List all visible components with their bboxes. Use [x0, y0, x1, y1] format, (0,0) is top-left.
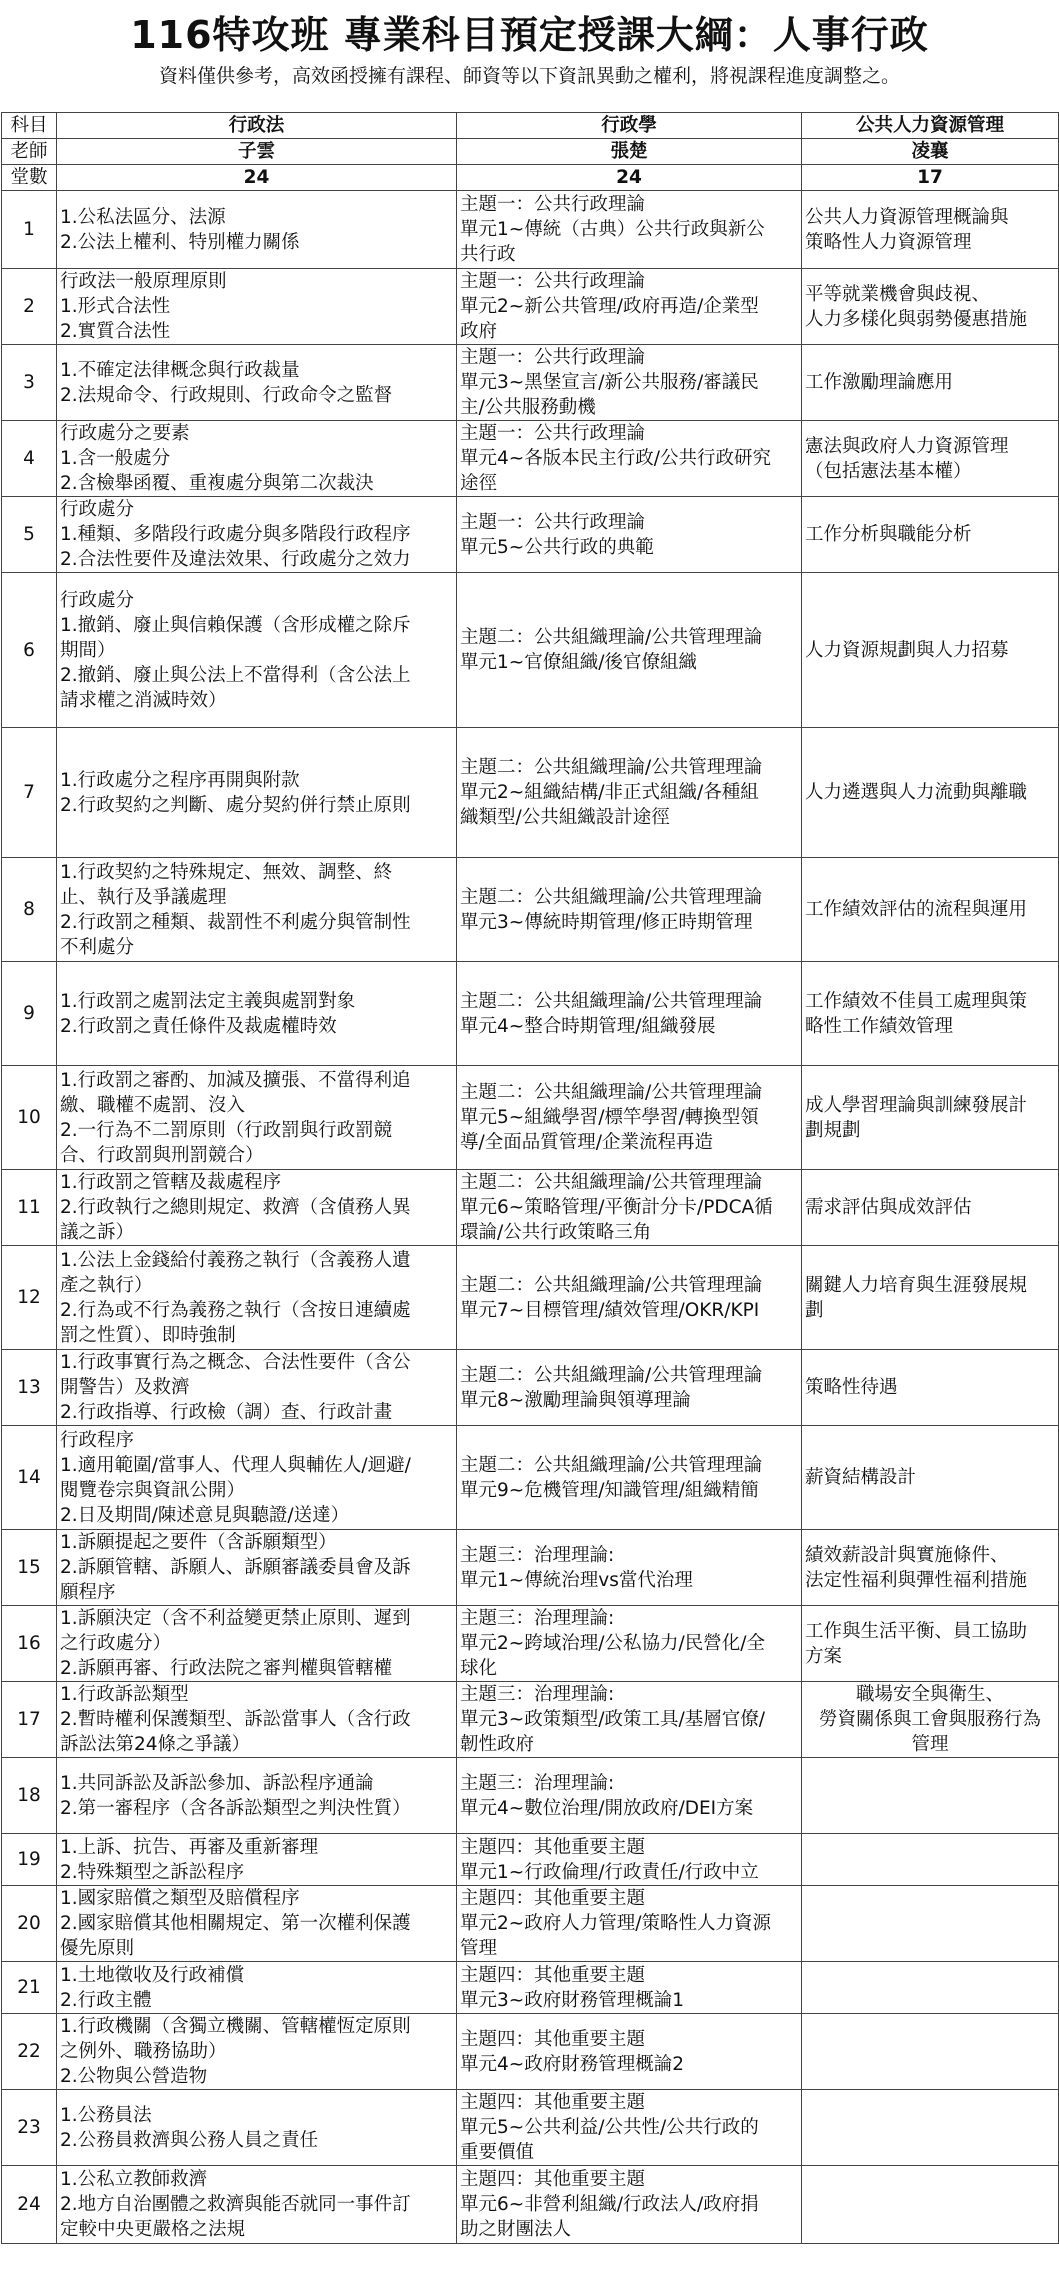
topic-line: 人力資源規劃與人力招募: [805, 639, 1009, 661]
hr-management-topic: [802, 269, 1059, 345]
topic-line: 2.含檢舉函覆、重複處分與第二次裁決: [60, 473, 374, 494]
topic-line: 單元5~組織學習/標竿學習/轉換型領: [460, 1107, 759, 1128]
public-admin-topic: [457, 1834, 802, 1886]
public-admin-topic: [457, 1350, 802, 1426]
topic-line: 需求評估與成效評估: [805, 1197, 972, 1218]
topic-line: 單元6~非營利組織/行政法人/政府捐: [460, 2194, 759, 2215]
topic-line: 工作分析與職能分析: [805, 524, 972, 545]
topic-line: 主題四：其他重要主題: [460, 1836, 646, 1858]
topic-line: 之行政處分）: [60, 1633, 172, 1654]
topic-line: 2.公物與公營造物: [60, 2066, 208, 2087]
topic-line: 訴訟法第24條之爭議）: [60, 1734, 251, 1755]
admin-law-topic: [57, 1606, 457, 1682]
session-number: 23: [2, 2090, 57, 2166]
admin-law-topic: [57, 269, 457, 345]
topic-line: 方案: [805, 1645, 843, 1667]
subject-public-administration: 行政學: [457, 113, 802, 139]
sessions-row: [2, 165, 1059, 191]
topic-line: 主題三：治理理論:: [460, 1608, 615, 1629]
topic-line: 單元4~整合時期管理/組織發展: [460, 1015, 716, 1037]
subject-label: 科目: [2, 113, 57, 139]
topic-line: 主題一：公共行政理論: [460, 347, 646, 368]
public-admin-topic: [457, 2014, 802, 2090]
page-header: [0, 0, 1059, 112]
topic-line: 期間）: [60, 639, 116, 661]
topic-line: 2.訴願再審、行政法院之審判權與管轄權: [60, 1658, 393, 1679]
public-admin-topic: [457, 269, 802, 345]
syllabus-row: [2, 1834, 1059, 1886]
topic-line: 1.公私立教師救濟: [60, 2169, 208, 2190]
session-number: 19: [2, 1834, 57, 1886]
syllabus-row: [2, 1606, 1059, 1682]
hr-management-topic: [802, 2014, 1059, 2090]
topic-line: 單元8~激勵理論與領導理論: [460, 1389, 691, 1411]
topic-line: 主題二：公共組織理論/公共管理理論: [460, 1454, 763, 1476]
public-admin-topic: [457, 1426, 802, 1530]
topic-line: 策略性人力資源管理: [805, 231, 972, 253]
topic-line: 主題二：公共組織理論/公共管理理論: [460, 1082, 763, 1103]
hr-management-topic: [802, 421, 1059, 497]
topic-line: 政府: [460, 321, 498, 342]
topic-line: 1.行政罰之處罰法定主義與處罰對象: [60, 990, 356, 1012]
topic-line: 1.含一般處分: [60, 448, 171, 469]
topic-line: 單元5~公共利益/公共性/公共行政的: [460, 2117, 759, 2138]
hr-management-topic: [802, 1426, 1059, 1530]
topic-line: 導/全面品質管理/企業流程再造: [460, 1132, 713, 1153]
syllabus-row: [2, 728, 1059, 858]
topic-line: 2.行政執行之總則規定、救濟（含債務人異: [60, 1197, 411, 1218]
public-admin-topic: [457, 345, 802, 421]
topic-line: 2.行政罰之責任條件及裁處權時效: [60, 1015, 337, 1037]
topic-line: 單元3~政策類型/政策工具/基層官僚/: [460, 1709, 765, 1730]
topic-line: 主題二：公共組織理論/公共管理理論: [460, 1172, 763, 1193]
hr-management-topic: [802, 962, 1059, 1066]
topic-line: 主題四：其他重要主題: [460, 1888, 646, 1909]
topic-line: 單元2~跨域治理/公私協力/民營化/全: [460, 1633, 765, 1654]
topic-line: 主題一：公共行政理論: [460, 194, 646, 215]
hr-management-topic: [802, 858, 1059, 962]
admin-law-topic: [57, 1246, 457, 1350]
topic-line: 1.不確定法律概念與行政裁量: [60, 359, 300, 381]
syllabus-row: [2, 191, 1059, 269]
session-number: 4: [2, 421, 57, 497]
syllabus-table: [1, 112, 1059, 2244]
topic-line: 單元1~傳統（古典）公共行政與新公: [460, 219, 765, 240]
hr-management-topic: [802, 1170, 1059, 1246]
syllabus-row: [2, 1350, 1059, 1426]
session-count: 17: [802, 165, 1059, 191]
topic-line: 1.訴願決定（含不利益變更禁止原則、遲到: [60, 1608, 411, 1629]
public-admin-topic: [457, 1962, 802, 2014]
topic-line: 工作與生活平衡、員工協助: [805, 1620, 1028, 1642]
topic-line: 助之財團法人: [460, 2219, 572, 2240]
topic-line: 合、行政罰與刑罰競合）: [60, 1144, 264, 1166]
topic-line: 2.地方自治團體之救濟與能否就同一事件訂: [60, 2194, 411, 2215]
session-number: 15: [2, 1530, 57, 1606]
admin-law-topic: [57, 2014, 457, 2090]
session-number: 17: [2, 1682, 57, 1758]
topic-line: 法定性福利與彈性福利措施: [805, 1569, 1028, 1591]
topic-line: 1.行政訴訟類型: [60, 1684, 189, 1705]
session-number: 9: [2, 962, 57, 1066]
syllabus-row: [2, 1682, 1059, 1758]
hr-management-topic: [802, 2166, 1059, 2244]
admin-law-topic: [57, 421, 457, 497]
public-admin-topic: [457, 962, 802, 1066]
syllabus-row: [2, 345, 1059, 421]
topic-line: 主題三：治理理論:: [460, 1772, 615, 1794]
topic-line: 2.訴願管轄、訴願人、訴願審議委員會及訴: [60, 1557, 411, 1578]
topic-line: 公共人力資源管理概論與: [805, 206, 1009, 228]
session-number: 5: [2, 497, 57, 573]
syllabus-row: [2, 1962, 1059, 2014]
topic-line: 2.日及期間/陳述意見與聽證/送達）: [60, 1504, 350, 1526]
syllabus-row: [2, 1426, 1059, 1530]
syllabus-row: [2, 2166, 1059, 2244]
topic-line: 主題二：公共組織理論/公共管理理論: [460, 627, 763, 648]
hr-management-topic: [802, 2090, 1059, 2166]
topic-line: 平等就業機會與歧視、: [805, 283, 991, 305]
admin-law-topic: [57, 497, 457, 573]
topic-line: 產之執行）: [60, 1274, 153, 1296]
topic-line: 1.撤銷、廢止與信賴保護（含形成權之除斥: [60, 614, 411, 636]
topic-line: 單元3~傳統時期管理/修正時期管理: [460, 911, 753, 933]
topic-line: 主題二：公共組織理論/公共管理理論: [460, 1364, 763, 1386]
topic-line: 單元4~數位治理/開放政府/DEI方案: [460, 1797, 754, 1819]
topic-line: 主題二：公共組織理論/公共管理理論: [460, 757, 763, 778]
topic-line: 2.行政指導、行政檢（調）查、行政計畫: [60, 1402, 393, 1423]
teacher-name: 子雲: [57, 139, 457, 165]
admin-law-topic: [57, 1886, 457, 1962]
hr-management-topic: [802, 1530, 1059, 1606]
session-number: 11: [2, 1170, 57, 1246]
topic-line: 1.行政罰之審酌、加減及擴張、不當得利追: [60, 1069, 411, 1091]
hr-management-topic: [802, 573, 1059, 728]
topic-line: 1.適用範圍/當事人、代理人與輔佐人/迴避/: [60, 1454, 411, 1476]
topic-line: 管理: [460, 1938, 498, 1959]
topic-line: 請求權之消滅時效）: [60, 689, 227, 711]
topic-line: 劃: [805, 1299, 824, 1321]
topic-line: 成人學習理論與訓練發展計: [805, 1094, 1028, 1116]
topic-line: 途徑: [460, 473, 498, 494]
topic-line: 之例外、職務協助）: [60, 2041, 227, 2062]
topic-line: 行政法一般原理原則: [60, 271, 227, 292]
topic-line: 行政處分: [60, 499, 135, 520]
public-admin-topic: [457, 2090, 802, 2166]
session-number: 3: [2, 345, 57, 421]
public-admin-topic: [457, 2166, 802, 2244]
syllabus-row: [2, 497, 1059, 573]
syllabus-row: [2, 2090, 1059, 2166]
topic-line: 單元7~目標管理/績效管理/OKR/KPI: [460, 1299, 760, 1321]
hr-management-topic: [802, 1758, 1059, 1834]
syllabus-row: [2, 1530, 1059, 1606]
subject-row: [2, 113, 1059, 139]
topic-line: 2.實質合法性: [60, 321, 171, 342]
hr-management-topic: [802, 1246, 1059, 1350]
public-admin-topic: [457, 1606, 802, 1682]
session-count: 24: [57, 165, 457, 191]
teacher-name: 張楚: [457, 139, 802, 165]
admin-law-topic: [57, 191, 457, 269]
topic-line: 2.公法上權利、特別權力關係: [60, 231, 300, 253]
topic-line: 2.一行為不二罰原則（行政罰與行政罰競: [60, 1119, 393, 1141]
admin-law-topic: [57, 2090, 457, 2166]
syllabus-row: [2, 962, 1059, 1066]
subject-administrative-law: 行政法: [57, 113, 457, 139]
topic-line: 1.上訴、抗告、再審及重新審理: [60, 1836, 319, 1858]
public-admin-topic: [457, 1066, 802, 1170]
public-admin-topic: [457, 1246, 802, 1350]
topic-line: 1.形式合法性: [60, 296, 171, 317]
topic-line: 主題四：其他重要主題: [460, 1964, 646, 1986]
admin-law-topic: [57, 962, 457, 1066]
syllabus-row: [2, 1170, 1059, 1246]
topic-line: 2.國家賠償其他相關規定、第一次權利保護: [60, 1913, 411, 1934]
topic-line: 主題四：其他重要主題: [460, 2092, 646, 2113]
session-number: 12: [2, 1246, 57, 1350]
syllabus-row: [2, 1066, 1059, 1170]
syllabus-row: [2, 858, 1059, 962]
topic-line: 1.國家賠償之類型及賠償程序: [60, 1888, 300, 1909]
hr-management-topic: [802, 1834, 1059, 1886]
topic-line: 1.行政事實行為之概念、合法性要件（含公: [60, 1352, 411, 1373]
topic-line: 2.暫時權利保護類型、訴訟當事人（含行政: [60, 1709, 411, 1730]
admin-law-topic: [57, 728, 457, 858]
topic-line: 願程序: [60, 1582, 116, 1603]
topic-line: 共行政: [460, 244, 516, 265]
topic-line: 主題三：治理理論:: [460, 1544, 615, 1566]
admin-law-topic: [57, 573, 457, 728]
topic-line: 管理: [911, 1734, 949, 1755]
topic-line: 績效薪設計與實施條件、: [805, 1544, 1009, 1566]
topic-line: 1.行政契約之特殊規定、無效、調整、終: [60, 861, 393, 883]
admin-law-topic: [57, 1426, 457, 1530]
session-number: 7: [2, 728, 57, 858]
topic-line: 議之訴）: [60, 1222, 135, 1243]
topic-line: 人力多樣化與弱勢優惠措施: [805, 308, 1028, 330]
topic-line: 單元4~各版本民主行政/公共行政研究: [460, 448, 772, 469]
admin-law-topic: [57, 345, 457, 421]
public-admin-topic: [457, 497, 802, 573]
session-number: 2: [2, 269, 57, 345]
page-subtitle: 資料僅供參考，高效函授擁有課程、師資等以下資訊異動之權利，將視課程進度調整之。: [158, 65, 900, 87]
topic-line: 定較中央更嚴格之法規: [60, 2219, 246, 2240]
topic-line: 1.土地徵收及行政補償: [60, 1964, 245, 1986]
public-admin-topic: [457, 1530, 802, 1606]
session-number: 24: [2, 2166, 57, 2244]
topic-line: 優先原則: [60, 1938, 135, 1959]
topic-line: 繳、職權不處罰、沒入: [60, 1094, 246, 1116]
topic-line: 單元1~傳統治理vs當代治理: [460, 1569, 693, 1591]
public-admin-topic: [457, 728, 802, 858]
topic-line: 勞資關係與工會與服務行為: [818, 1709, 1041, 1730]
topic-line: 單元6~策略管理/平衡計分卡/PDCA循: [460, 1197, 773, 1218]
topic-line: 人力遴選與人力流動與離職: [805, 782, 1028, 803]
topic-line: 主題二：公共組織理論/公共管理理論: [460, 886, 763, 908]
topic-line: 單元9~危機管理/知識管理/組織精簡: [460, 1479, 759, 1501]
topic-line: 主題四：其他重要主題: [460, 2028, 646, 2050]
topic-line: 主題一：公共行政理論: [460, 271, 646, 292]
public-admin-topic: [457, 421, 802, 497]
session-number: 18: [2, 1758, 57, 1834]
topic-line: 主題一：公共行政理論: [460, 511, 646, 533]
admin-law-topic: [57, 1530, 457, 1606]
topic-line: 主題一：公共行政理論: [460, 423, 646, 444]
admin-law-topic: [57, 1962, 457, 2014]
syllabus-row: [2, 573, 1059, 728]
session-number: 16: [2, 1606, 57, 1682]
topic-line: 主題二：公共組織理論/公共管理理論: [460, 1274, 763, 1296]
topic-line: 略性工作績效管理: [805, 1015, 954, 1037]
topic-line: 1.共同訴訟及訴訟參加、訴訟程序通論: [60, 1772, 374, 1794]
topic-line: 憲法與政府人力資源管理: [805, 435, 1009, 457]
admin-law-topic: [57, 858, 457, 962]
topic-line: 1.訴願提起之要件（含訴願類型）: [60, 1532, 337, 1553]
page-title: 116特攻班 專業科目預定授課大綱：人事行政: [130, 13, 929, 57]
topic-line: 劃規劃: [805, 1119, 861, 1141]
topic-line: 2.公務員救濟與公務人員之責任: [60, 2129, 319, 2151]
admin-law-topic: [57, 1758, 457, 1834]
hr-management-topic: [802, 345, 1059, 421]
topic-line: 1.行政罰之管轄及裁處程序: [60, 1172, 282, 1193]
topic-line: 2.撤銷、廢止與公法上不當得利（含公法上: [60, 664, 411, 686]
topic-line: 單元1~官僚組織/後官僚組織: [460, 652, 698, 673]
teacher-name: 凌襄: [802, 139, 1059, 165]
topic-line: 薪資結構設計: [805, 1467, 917, 1488]
admin-law-topic: [57, 1170, 457, 1246]
syllabus-row: [2, 1246, 1059, 1350]
session-number: 20: [2, 1886, 57, 1962]
topic-line: 1.公私法區分、法源: [60, 206, 226, 228]
session-number: 1: [2, 191, 57, 269]
topic-line: 行政處分之要素: [60, 423, 190, 444]
session-number: 13: [2, 1350, 57, 1426]
hr-management-topic: [802, 497, 1059, 573]
hr-management-topic: [802, 1606, 1059, 1682]
public-admin-topic: [457, 1682, 802, 1758]
sessions-label: 堂數: [2, 165, 57, 191]
admin-law-topic: [57, 1350, 457, 1426]
public-admin-topic: [457, 1758, 802, 1834]
topic-line: 1.種類、多階段行政處分與多階段行政程序: [60, 524, 411, 545]
topic-line: 主題三：治理理論:: [460, 1684, 615, 1705]
hr-management-topic: [802, 191, 1059, 269]
topic-line: 2.第一審程序（含各訴訟類型之判決性質）: [60, 1797, 411, 1819]
public-admin-topic: [457, 1170, 802, 1246]
topic-line: 重要價值: [460, 2142, 535, 2163]
session-number: 8: [2, 858, 57, 962]
topic-line: 單元5~公共行政的典範: [460, 536, 654, 558]
topic-line: 1.行政機關（含獨立機關、管轄權恆定原則: [60, 2016, 411, 2037]
hr-management-topic: [802, 1962, 1059, 2014]
session-number: 22: [2, 2014, 57, 2090]
topic-line: 2.行政契約之判斷、處分契約併行禁止原則: [60, 794, 411, 816]
topic-line: 單元4~政府財務管理概論2: [460, 2053, 685, 2075]
topic-line: 策略性待遇: [805, 1377, 898, 1398]
topic-line: 單元3~政府財務管理概論1: [460, 1989, 685, 2011]
topic-line: 工作激勵理論應用: [805, 372, 954, 393]
hr-management-topic: [802, 1350, 1059, 1426]
topic-line: 閱覽卷宗與資訊公開）: [60, 1479, 246, 1501]
public-admin-topic: [457, 858, 802, 962]
public-admin-topic: [457, 1886, 802, 1962]
admin-law-topic: [57, 2166, 457, 2244]
session-number: 10: [2, 1066, 57, 1170]
topic-line: 韌性政府: [460, 1734, 535, 1755]
topic-line: 主/公共服務動機: [460, 397, 596, 418]
topic-line: （包括憲法基本權）: [805, 460, 972, 482]
topic-line: 職場安全與衛生、: [855, 1684, 1004, 1705]
topic-line: 開警告）及救濟: [60, 1377, 190, 1398]
topic-line: 2.法規命令、行政規則、行政命令之監督: [60, 384, 393, 406]
topic-line: 1.公法上金錢給付義務之執行（含義務人遺: [60, 1249, 411, 1271]
teacher-row: [2, 139, 1059, 165]
topic-line: 2.行為或不行為義務之執行（含按日連續處: [60, 1299, 411, 1321]
topic-line: 2.合法性要件及違法效果、行政處分之效力: [60, 549, 411, 570]
hr-management-topic: [802, 1066, 1059, 1170]
subject-public-hr-management: 公共人力資源管理: [802, 113, 1059, 139]
topic-line: 不利處分: [60, 936, 135, 958]
topic-line: 1.公務員法: [60, 2104, 152, 2126]
topic-line: 2.行政主體: [60, 1989, 152, 2011]
session-count: 24: [457, 165, 802, 191]
teacher-label: 老師: [2, 139, 57, 165]
hr-management-topic: [802, 728, 1059, 858]
syllabus-row: [2, 2014, 1059, 2090]
admin-law-topic: [57, 1682, 457, 1758]
topic-line: 止、執行及爭議處理: [60, 886, 227, 908]
topic-line: 2.行政罰之種類、裁罰性不利處分與管制性: [60, 911, 411, 933]
topic-line: 單元1~行政倫理/行政責任/行政中立: [460, 1861, 759, 1883]
public-admin-topic: [457, 573, 802, 728]
session-number: 14: [2, 1426, 57, 1530]
session-number: 6: [2, 573, 57, 728]
topic-line: 織類型/公共組織設計途徑: [460, 807, 670, 828]
topic-line: 球化: [460, 1658, 498, 1679]
topic-line: 1.行政處分之程序再開與附款: [60, 769, 300, 791]
admin-law-topic: [57, 1066, 457, 1170]
syllabus-row: [2, 421, 1059, 497]
topic-line: 單元2~政府人力管理/策略性人力資源: [460, 1913, 772, 1934]
topic-line: 行政處分: [60, 589, 135, 611]
syllabus-row: [2, 1758, 1059, 1834]
hr-management-topic: [802, 1682, 1059, 1758]
topic-line: 環論/公共行政策略三角: [460, 1222, 652, 1243]
topic-line: 單元2~新公共管理/政府再造/企業型: [460, 296, 759, 317]
public-admin-topic: [457, 191, 802, 269]
topic-line: 主題二：公共組織理論/公共管理理論: [460, 990, 763, 1012]
syllabus-row: [2, 1886, 1059, 1962]
admin-law-topic: [57, 1834, 457, 1886]
session-number: 21: [2, 1962, 57, 2014]
topic-line: 單元2~組織結構/非正式組織/各種組: [460, 782, 759, 803]
hr-management-topic: [802, 1886, 1059, 1962]
topic-line: 工作績效評估的流程與運用: [805, 899, 1028, 920]
topic-line: 關鍵人力培育與生涯發展規: [805, 1274, 1028, 1296]
topic-line: 單元3~黑堡宣言/新公共服務/審議民: [460, 372, 759, 393]
topic-line: 主題四：其他重要主題: [460, 2169, 646, 2190]
syllabus-row: [2, 269, 1059, 345]
topic-line: 行政程序: [60, 1429, 135, 1451]
topic-line: 2.特殊類型之訴訟程序: [60, 1861, 245, 1883]
topic-line: 工作績效不佳員工處理與策: [805, 990, 1028, 1012]
topic-line: 罰之性質）、即時強制: [60, 1324, 236, 1346]
